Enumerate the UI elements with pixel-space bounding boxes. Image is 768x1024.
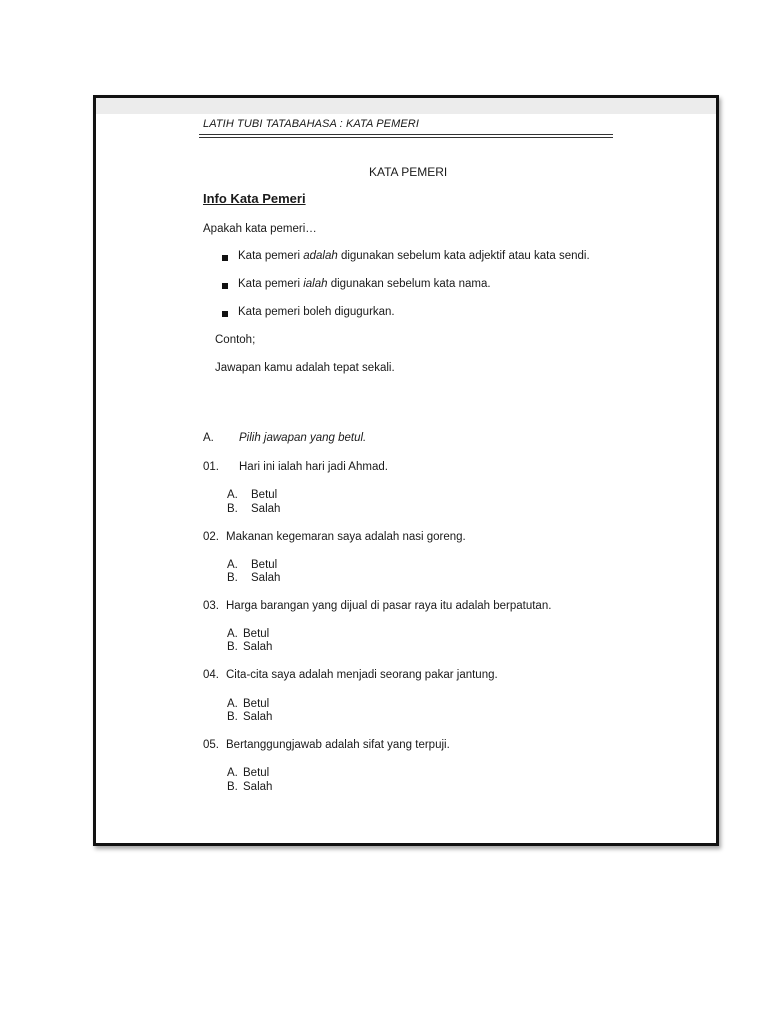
option-letter[interactable]: A. — [227, 489, 238, 501]
option-letter[interactable]: B. — [227, 711, 238, 723]
example-sentence: Jawapan kamu adalah tepat sekali. — [215, 362, 395, 374]
option-letter[interactable]: B. — [227, 572, 238, 584]
square-bullet-icon — [222, 311, 228, 317]
square-bullet-icon — [222, 255, 228, 261]
example-label: Contoh; — [215, 334, 256, 346]
question-text: Harga barangan yang dijual di pasar raya itu adalah berpatutan. — [226, 600, 552, 612]
header-rule-top — [199, 134, 613, 135]
option-label[interactable]: Salah — [251, 572, 281, 584]
section-instruction: Pilih jawapan yang betul. — [239, 432, 367, 444]
bullet-text: Kata pemeri — [238, 250, 304, 262]
option-label[interactable]: Betul — [243, 698, 270, 710]
option-letter[interactable]: B. — [227, 503, 238, 515]
bullet-emphasis: ialah — [303, 278, 328, 290]
square-bullet-icon — [222, 283, 228, 289]
section-letter: A. — [203, 432, 214, 444]
question-number: 02. — [203, 531, 219, 543]
question-number: 04. — [203, 669, 219, 681]
option-label[interactable]: Salah — [251, 503, 281, 515]
header-rule-bottom — [199, 137, 613, 138]
bullet-item — [238, 278, 491, 290]
option-letter[interactable]: A. — [227, 698, 238, 710]
question-text: Hari ini ialah hari jadi Ahmad. — [239, 461, 388, 473]
intro-text: Apakah kata pemeri… — [203, 223, 317, 235]
option-label[interactable]: Salah — [243, 781, 273, 793]
page-top-strip — [96, 98, 716, 114]
question-text: Makanan kegemaran saya adalah nasi goreng. — [226, 531, 466, 543]
option-label[interactable]: Betul — [243, 767, 270, 779]
option-label[interactable]: Salah — [243, 711, 273, 723]
option-letter[interactable]: B. — [227, 781, 238, 793]
bullet-text: digunakan sebelum kata nama. — [327, 278, 491, 290]
bullet-text: Kata pemeri — [238, 278, 304, 290]
bullet-text: Kata pemeri boleh digugurkan. — [238, 306, 395, 318]
option-label[interactable]: Betul — [243, 628, 270, 640]
bullet-text: digunakan sebelum kata adjektif atau kata sendi. — [337, 250, 590, 262]
question-text: Cita-cita saya adalah menjadi seorang pakar jantung. — [226, 669, 498, 681]
option-label[interactable]: Salah — [243, 641, 273, 653]
bullet-emphasis: adalah — [303, 250, 338, 262]
document-page — [93, 95, 719, 846]
page-title: KATA PEMERI — [369, 165, 448, 179]
bullet-item — [238, 306, 395, 318]
option-letter[interactable]: A. — [227, 628, 238, 640]
option-letter[interactable]: A. — [227, 559, 238, 571]
document-header: LATIH TUBI TATABAHASA : KATA PEMERI — [203, 118, 419, 130]
question-number: 05. — [203, 739, 219, 751]
option-letter[interactable]: A. — [227, 767, 238, 779]
question-number: 01. — [203, 461, 219, 473]
option-letter[interactable]: B. — [227, 641, 238, 653]
option-label[interactable]: Betul — [251, 559, 278, 571]
bullet-item — [238, 250, 590, 262]
info-heading: Info Kata Pemeri — [203, 191, 306, 206]
option-label[interactable]: Betul — [251, 489, 278, 501]
question-text: Bertanggungjawab adalah sifat yang terpuji. — [226, 739, 450, 751]
question-number: 03. — [203, 600, 219, 612]
